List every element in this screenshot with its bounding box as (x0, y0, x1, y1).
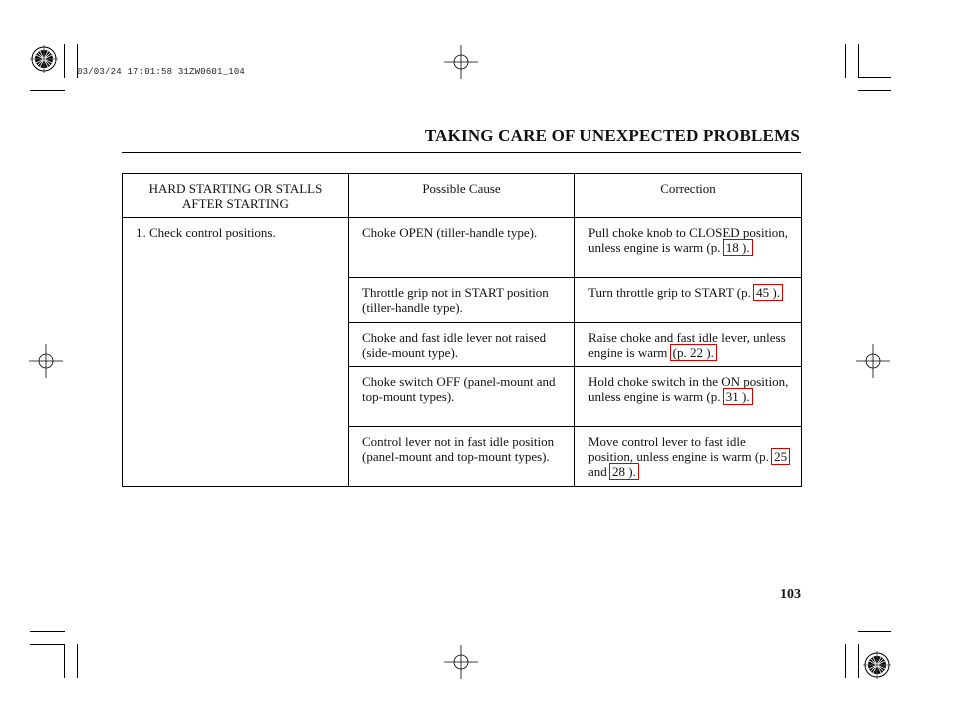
page-reference-link[interactable]: 25 (774, 449, 788, 464)
reference-connector: and (588, 464, 607, 479)
page-title: TAKING CARE OF UNEXPECTED PROBLEMS (424, 126, 800, 145)
page-number: 103 (780, 587, 801, 602)
table-row (123, 218, 802, 278)
header-correction: Correction (575, 174, 802, 218)
header-problem: HARD STARTING OR STALLS AFTER STARTING (123, 174, 349, 218)
registration-target-icon (30, 45, 58, 73)
crosshair-icon (29, 344, 63, 378)
page-reference-link[interactable]: (p. 22 ). (672, 345, 714, 360)
correction-text: Hold choke switch in the ON position, unless engine is warm (p. (588, 374, 789, 404)
cause-cell: Choke and fast idle lever not raised (side-mount type). (349, 323, 575, 367)
correction-text: Raise choke and fast idle lever, unless engine is warm (588, 330, 786, 360)
page-reference-link[interactable]: 45 ). (756, 285, 780, 300)
check-step: 1. Check control positions. (123, 218, 349, 487)
crosshair-icon (444, 45, 478, 79)
correction-cell (575, 427, 802, 487)
correction-text: Pull choke knob to CLOSED position, unless engine is warm (p. (588, 225, 789, 255)
correction-text: Turn throttle grip to START (p. (588, 285, 751, 300)
header-possible-cause: Possible Cause (349, 174, 575, 218)
cause-cell: Control lever not in fast idle position (panel-mount and top-mount types). (349, 427, 575, 487)
correction-cell (575, 218, 802, 278)
page-reference-link[interactable]: 18 ). (725, 240, 750, 255)
print-stamp: 03/03/24 17:01:58 31ZW0601_104 (77, 67, 246, 77)
correction-cell (575, 367, 802, 427)
page-reference-link[interactable]: 31 ). (725, 389, 750, 404)
cause-cell: Throttle grip not in START position (tiller-handle type). (349, 278, 575, 323)
page-reference-link[interactable]: 28 ). (612, 464, 636, 479)
table-header-row (123, 174, 802, 218)
crosshair-icon (856, 344, 890, 378)
crosshair-icon (444, 645, 478, 679)
correction-cell (575, 278, 802, 323)
cause-cell: Choke switch OFF (panel-mount and top-mount types). (349, 367, 575, 427)
correction-text: Move control lever to fast idle position, unless engine is warm (p. (588, 434, 769, 464)
cause-cell: Choke OPEN (tiller-handle type). (349, 218, 575, 278)
correction-cell (575, 323, 802, 367)
title-divider (122, 152, 801, 153)
troubleshooting-table (122, 173, 802, 487)
registration-target-icon (863, 651, 891, 679)
